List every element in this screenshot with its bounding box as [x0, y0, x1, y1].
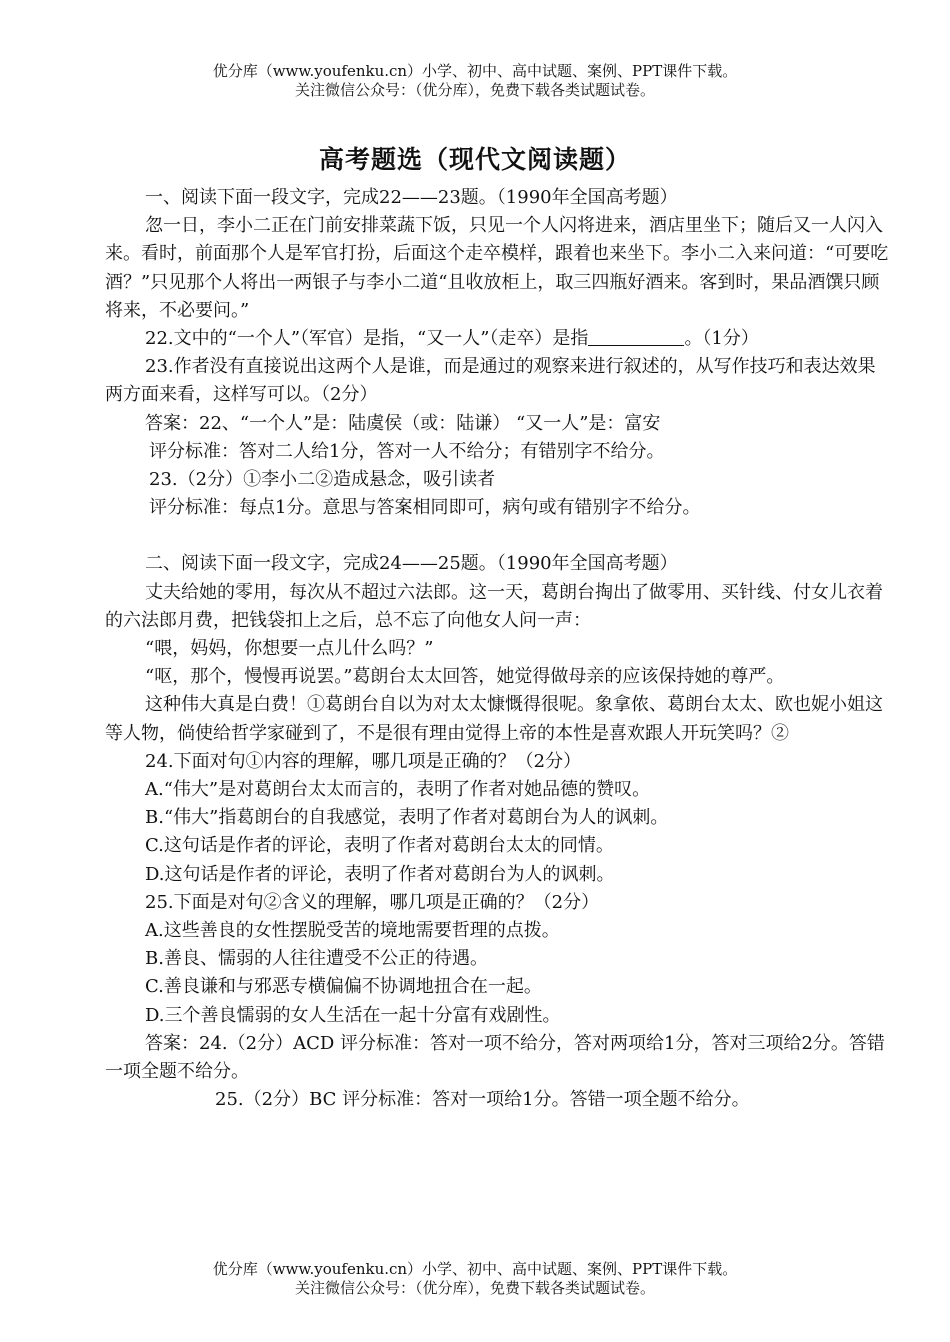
page-title: 高考题选（现代文阅读题） — [318, 145, 631, 174]
answer-24: 答案：24.（2分）ACD 评分标准：答对一项不给分，答对两项给1分，答对三项给2分。答错一项全题不给分。 — [105, 1032, 885, 1083]
q24-option-b: B.“伟大”指葛朗台的自我感觉，表明了作者对葛朗台为人的讽刺。 — [145, 807, 669, 829]
section2-paragraph-1: 丈夫给她的零用，每次从不超过六法郎。这一天，葛朗台掏出了做零用、买针线、付女儿衣着的六法郎月费，把钱袋扣上之后，总不忘了向他女人问一声： — [105, 581, 883, 631]
header-line-1: 优分库（www.youfenku.cn）小学、初中、高中试题、案例、PPT课件下载。 — [212, 62, 738, 80]
question-23: 23.作者没有直接说出这两个人是谁，而是通过的观察来进行叙述的，从写作技巧和表达效果两方面来看，这样写可以。（2分） — [105, 356, 876, 406]
page-header — [0, 62, 950, 100]
criteria-22: 评分标准：答对二人给1分，答对一人不给分；有错别字不给分。 — [149, 440, 665, 462]
section2-intro: 二、阅读下面一段文字，完成24——25题。（1990年全国高考题） — [145, 553, 678, 575]
q24-option-c: C.这句话是作者的评论，表明了作者对葛朗台太太的同情。 — [145, 835, 614, 857]
answer-25: 25.（2分）BC 评分标准：答对一项给1分。答错一项全题不给分。 — [215, 1089, 750, 1111]
criteria-23: 评分标准：每点1分。意思与答案相同即可，病句或有错别字不给分。 — [149, 497, 701, 519]
q25-option-a: A.这些善良的女性摆脱受苦的境地需要哲理的点拨。 — [145, 920, 560, 942]
question-22-text: 22.文中的“一个人”（军官）是指，“又一人”（走卒）是指 — [145, 328, 589, 350]
section2-paragraph-4: 这种伟大真是白费！①葛朗台自以为对太太慷慨得很呢。象拿侬、葛朗台太太、欧也妮小姐这等人物，倘使给哲学家碰到了，不是很有理由觉得上帝的本性是喜欢跟人开玩笑吗？② — [105, 694, 883, 744]
q25-option-b: B.善良、懦弱的人往往遭受不公正的待遇。 — [145, 948, 488, 970]
q24-option-a: A.“伟大”是对葛朗台太太而言的，表明了作者对她品德的赞叹。 — [145, 779, 651, 801]
document-body — [105, 184, 890, 1115]
q25-option-d: D.三个善良懦弱的女人生活在一起十分富有戏剧性。 — [145, 1004, 561, 1026]
question-25: 25.下面是对句②含义的理解，哪几项是正确的？（2分） — [145, 891, 600, 913]
q24-option-d: D.这句话是作者的评论，表明了作者对葛朗台为人的讽刺。 — [145, 863, 615, 885]
footer-line-1: 优分库（www.youfenku.cn）小学、初中、高中试题、案例、PPT课件下载。 — [212, 1260, 738, 1278]
answer-22: 答案：22、“一个人”是：陆虞侯（或：陆谦） “又一人”是：富安 — [145, 412, 661, 434]
section1-passage: 忽一日，李小二正在门前安排菜蔬下饭，只见一个人闪将进来，酒店里坐下；随后又一人闪入来。看时，前面那个人是军官打扮，后面这个走卒模样，跟着也来坐下。李小二入来问道：“可要吃酒？”只见那个人将出一两银子与李小二道“且收放柜上，取三四瓶好酒来。客到时，果品酒馔只顾将来，不必要问。” — [105, 215, 889, 321]
footer-line-2: 关注微信公众号：（优分库），免费下载各类试题试卷。 — [294, 1279, 655, 1297]
answer-23: 23.（2分）①李小二②造成悬念，吸引读者 — [149, 469, 496, 491]
header-line-2: 关注微信公众号：（优分库），免费下载各类试题试卷。 — [294, 81, 655, 99]
section1-intro: 一、阅读下面一段文字，完成22——23题。（1990年全国高考题） — [145, 187, 678, 208]
question-24: 24.下面对句①内容的理解，哪几项是正确的？（2分） — [145, 750, 582, 772]
section2-paragraph-2: “喂，妈妈，你想要一点儿什么吗？” — [145, 638, 434, 660]
answer-blank — [588, 327, 684, 346]
page-footer — [0, 1260, 950, 1298]
section2-paragraph-3: “呕，那个，慢慢再说罢。”葛朗台太太回答，她觉得做母亲的应该保持她的尊严。 — [145, 666, 785, 688]
question-22 — [105, 325, 890, 353]
question-22-score: 。（1分） — [684, 328, 759, 350]
q25-option-c: C.善良谦和与邪恶专横偏偏不协调地扭合在一起。 — [145, 976, 542, 998]
